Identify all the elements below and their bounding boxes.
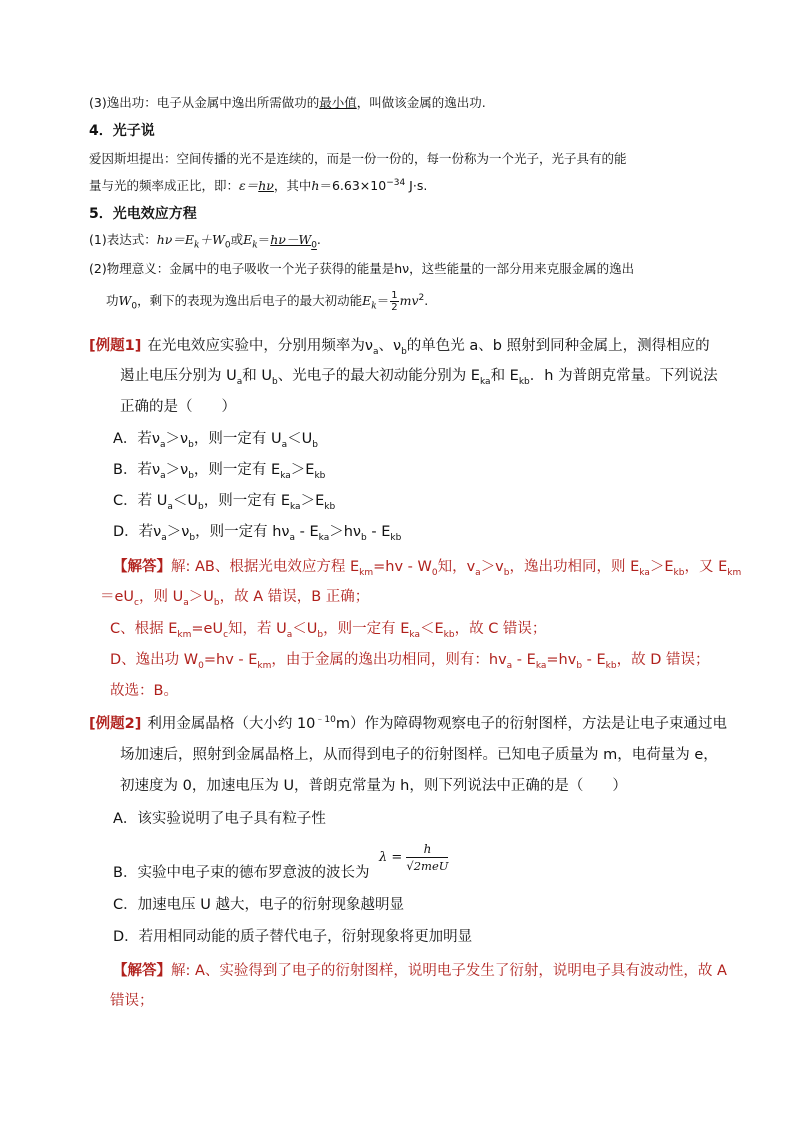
answer-label: 【解答】 <box>113 559 171 575</box>
example1-line1: [例题1] 在光电效应实验中，分别用频率为$\nu_a$、$\nu_b$的单色光 a、b 照射到同种金属上，测得相应的 <box>89 338 710 357</box>
example1-option-a: A．若$\nu_a>\nu_b$，则一定有 $U_a<U_b$ <box>113 431 318 450</box>
answer1-line4: D、逸出功 $W_0=hv - E_{km}$，由于金属的逸出功相同，则有：$hv_a - E_{ka}=hv_b - E_{kb}$，故 D 错误； <box>110 652 710 671</box>
paragraph-work-function: (3)逸出功：电子从金属中逸出所需做功的最小值，叫做该金属的逸出功. <box>89 95 486 110</box>
example2-line1: [例题2] 利用金属晶格（大小约 $10^{﹣10}m$）作为障碍物观察电子的衍射图样，方法是让电子束通过电 <box>89 715 727 732</box>
example2-label: [例题2] <box>89 716 142 732</box>
answer-label: 【解答】 <box>113 963 171 979</box>
example2-option-c: C．加速电压 U 越大，电子的衍射现象越明显 <box>113 897 404 913</box>
example2-line2: 场加速后，照射到金属晶格上，从而得到电子的衍射图样。已知电子质量为 m，电荷量为 e， <box>120 747 718 763</box>
section-heading-equation: 5．光电效应方程 <box>89 206 197 222</box>
example1-option-b: B．若$\nu_a>\nu_b$，则一定有 $E_{ka}>E_{kb}$ <box>113 462 326 481</box>
example2-line3: 初速度为 0，加速电压为 U，普朗克常量为 h，则下列说法中正确的是（ ） <box>120 778 627 794</box>
paragraph-meaning-line1: (2)物理意义：金属中的电子吸收一个光子获得的能量是hν，这些能量的一部分用来克服金属的逸出 <box>89 261 635 276</box>
example2-option-b: B．实验中电子束的德布罗意波的波长为 <box>113 865 370 881</box>
answer1-line5: 故选：B。 <box>110 683 178 699</box>
example1-line3: 正确的是（ ） <box>120 399 236 415</box>
wavelength-formula: λ = h √2meU <box>379 842 449 873</box>
section-heading-photon: 4．光子说 <box>89 123 155 139</box>
one-half-fraction: $\frac{1}{2}$ <box>391 290 398 313</box>
answer1-line3: C、根据 $E_{km}=eU_c$知，若 $U_a<U_b$，则一定有 $E_{ka}<E_{kb}$，故 C 错误； <box>110 621 547 640</box>
example1-line2: 遏止电压分别为 $U_a$和 $U_b$、光电子的最大初动能分别为 $E_{ka}$和 $E_{kb}$．h 为普朗克常量。下列说法 <box>120 368 718 387</box>
paragraph-photon-line2: 量与光的频率成正比，即：ε＝hν，其中$h=6.63\times 10^{-34}$ J·s. <box>89 177 428 193</box>
example2-option-d: D．若用相同动能的质子替代电子，衍射现象将更加明显 <box>113 929 473 945</box>
example1-label: [例题1] <box>89 338 142 354</box>
paragraph-expression: (1)表达式：$h\nu=E_k+W_0$或$E_k=h\nu-W_0$. <box>89 232 321 251</box>
underlined-term: 最小值 <box>319 95 357 110</box>
answer2-line1: 【解答】解: A、实验得到了电子的衍射图样，说明电子发生了衍射，说明电子具有波动性，故 A <box>113 963 727 979</box>
example1-option-d: D．若$\nu_a>\nu_b$，则一定有 $h\nu_a - E_{ka}>h\nu_b - E_{kb}$ <box>113 524 402 543</box>
paragraph-photon-line1: 爱因斯坦提出：空间传播的光不是连续的，而是一份一份的，每一份称为一个光子，光子具有的能 <box>89 151 627 166</box>
example1-option-c: C．若 $U_a<U_b$，则一定有 $E_{ka}>E_{kb}$ <box>113 493 336 512</box>
paragraph-meaning-line2: 功$W_0$，剩下的表现为逸出后电子的最大初动能$E_k=$ $\frac{1}{2}$ $mv^2$. <box>106 290 429 313</box>
example2-option-a: A．该实验说明了电子具有粒子性 <box>113 811 326 827</box>
answer2-line2: 错误； <box>110 993 154 1009</box>
answer1-line1: 【解答】解: AB、根据光电效应方程 $E_{km}=hv - W_0$知，$v_a>v_b$，逸出功相同，则 $E_{ka}>E_{kb}$，又 $E_{km}$ <box>113 559 742 578</box>
answer1-line2: $=eU_c$，则 $U_a>U_b$，故 A 错误，B 正确； <box>100 589 370 608</box>
